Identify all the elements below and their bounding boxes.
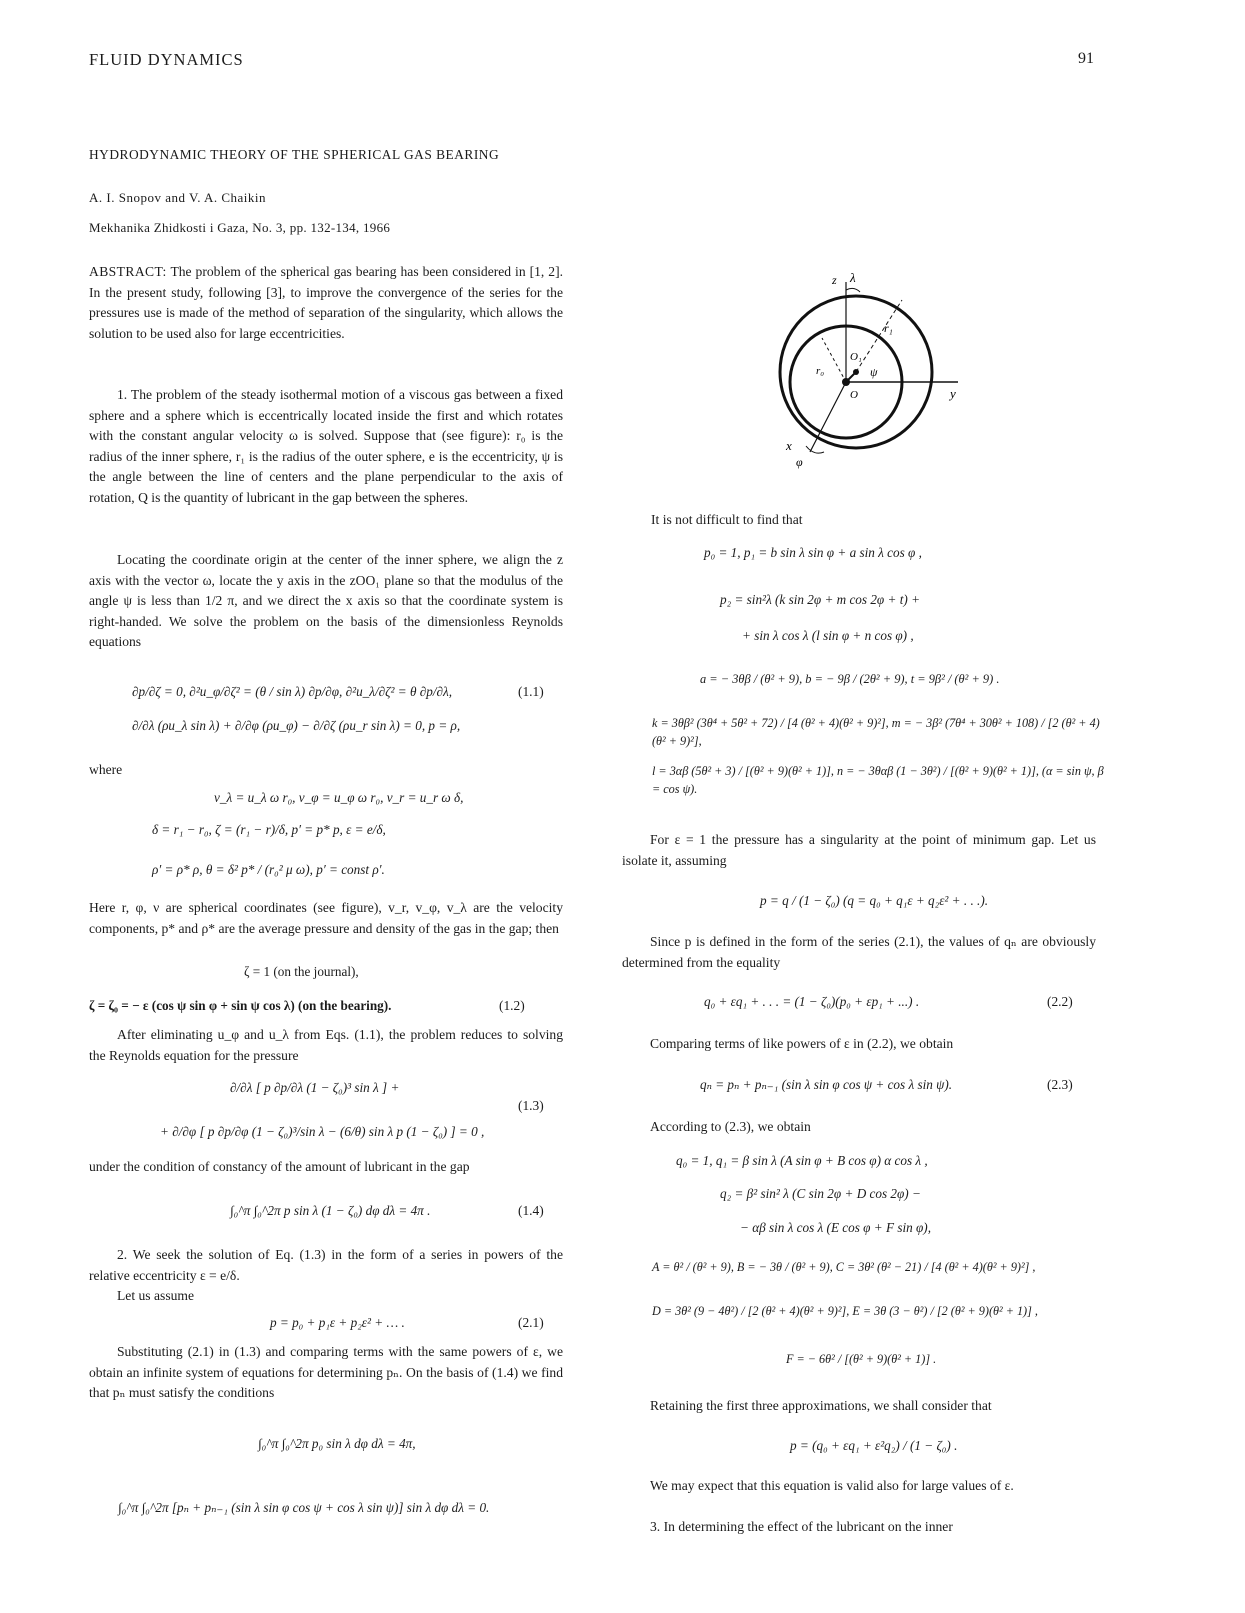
bearing-figure — [770, 260, 990, 470]
boundary-condition-number: (1.2) — [499, 998, 525, 1013]
right-paragraph-2: For ε = 1 the pressure has a singularity at the point of minimum gap. Let us isolate it, assuming — [622, 832, 1096, 868]
equation-singularity: p = q / (1 − ζ₀) (q = q₀ + q₁ε + q₂ε² + . . .). — [760, 893, 989, 908]
equation-q0-q1: q₀ = 1, q₁ = β sin λ (A sin φ + B cos φ) α cos λ , — [676, 1153, 928, 1168]
coefficients-d-e: D = 3θ² (9 − 4θ²) / [2 (θ² + 4)(θ² + 9)²], E = 3θ (3 − θ²) / [2 (θ² + 9)(θ² + 1)] , — [652, 1304, 1038, 1318]
lambda-arc — [846, 288, 860, 292]
center-o — [842, 378, 850, 386]
left-paragraph-8: Substituting (2.1) in (1.3) and comparing terms with the same powers of ε, we obtain an infinite system of equations for determining pₙ. On the basis of (1.4) we find that pₙ must satisfy the conditions — [89, 1344, 563, 1401]
right-paragraph-8: 3. In determining the effect of the lubricant on the inner — [650, 1519, 953, 1534]
abstract-label: ABSTRACT: — [89, 264, 167, 279]
equation-2-3-number: (2.3) — [1047, 1077, 1073, 1092]
right-paragraph-3: Since p is defined in the form of the series (2.1), the values of qₙ are obviously determined from the equality — [622, 934, 1096, 970]
authors: A. I. Snopov and V. A. Chaikin — [89, 190, 267, 205]
equation-p0-p1: p₀ = 1, p₁ = b sin λ sin φ + a sin λ cos φ , — [704, 545, 922, 560]
coefficient-f: F = − 6θ² / [(θ² + 9)(θ² + 1)] . — [786, 1352, 937, 1366]
right-paragraph-4: Comparing terms of like powers of ε in (2.2), we obtain — [650, 1036, 954, 1051]
equation-2-2: q₀ + εq₁ + . . . = (1 − ζ₀)(p₀ + εp₁ + ...) . — [704, 994, 920, 1009]
equation-1-3-number: (1.3) — [518, 1098, 544, 1113]
condition-1: ∫₀^π ∫₀^2π p₀ sin λ dφ dλ = 4π, — [258, 1436, 416, 1451]
center-o1 — [853, 369, 859, 375]
where-label: where — [89, 762, 123, 777]
label-lambda: λ — [850, 270, 856, 285]
equation-p2-b: + sin λ cos λ (l sin φ + n cos φ) , — [742, 628, 914, 643]
label-y: y — [950, 386, 956, 401]
right-paragraph-1: It is not difficult to find that — [651, 512, 803, 527]
equation-1-1-a: ∂p/∂ζ = 0, ∂²u_φ/∂ζ² = (θ / sin λ) ∂p/∂φ, ∂²u_λ/∂ζ² = θ ∂p/∂λ, — [132, 684, 453, 699]
left-paragraph-1: 1. The problem of the steady isothermal motion of a viscous gas between a fixed sphere and a sphere which is eccentrically located inside the first and which rotates with the constant angular velocity ω is solved. Suppose that (see figure): r₀ is the radius of the inner sphere, r₁ is the radius of the outer sphere, e is the eccentricity, ψ is the angle between the line of centers and the plane perpendicular to the axis of rotation, Q is the quantity of lubricant in the gap between the spheres. — [89, 387, 563, 505]
article-title: HYDRODYNAMIC THEORY OF THE SPHERICAL GAS BEARING — [89, 147, 500, 162]
label-phi: φ — [796, 455, 803, 469]
phi-arc — [806, 446, 824, 453]
left-paragraph-7: Let us assume — [117, 1288, 195, 1303]
label-o1: O₁ — [850, 351, 862, 363]
running-head: FLUID DYNAMICS — [89, 50, 244, 69]
equation-q2-b: − αβ sin λ cos λ (E cos φ + F sin φ), — [740, 1220, 931, 1235]
equation-1-3-b: + ∂/∂φ [ p ∂p/∂φ (1 − ζ₀)³/sin λ − (6/θ) sin λ p (1 − ζ₀) ] = 0 , — [160, 1124, 485, 1139]
abstract-text: The problem of the spherical gas bearing has been considered in [1, 2]. In the present study, following [3], to improve the convergence of the series for the pressures use is made of the method of separation of the singularity, which allows the solution to be used also for large eccentricities. — [89, 264, 564, 341]
page-number: 91 — [1078, 50, 1094, 67]
left-paragraph-2: Locating the coordinate origin at the center of the inner sphere, we align the z axis with the vector ω, locate the y axis in the zOO₁ plane so that the modulus of the angle ψ is less than 1/2 π, and we direct the x axis so that the coordinate system is right-handed. We solve the problem on the basis of the dimensionless Reynolds equations — [89, 552, 563, 650]
equation-p2-a: p₂ = sin²λ (k sin 2φ + m cos 2φ + t) + — [720, 592, 920, 607]
r0-line — [822, 338, 846, 382]
citation: Mekhanika Zhidkosti i Gaza, No. 3, pp. 132-134, 1966 — [89, 220, 391, 235]
abstract — [89, 262, 563, 344]
equation-2-1: p = p₀ + p₁ε + p₂ε² + … . — [270, 1315, 405, 1330]
right-paragraph-7: We may expect that this equation is valid also for large values of ε. — [650, 1478, 1014, 1493]
label-r0: r₀ — [816, 365, 825, 377]
equation-q2-a: q₂ = β² sin² λ (C sin 2φ + D cos 2φ) − — [720, 1186, 921, 1201]
r1-line — [856, 300, 902, 372]
definition-1: v_λ = u_λ ω r₀, v_φ = u_φ ω r₀, v_r = u_r ω δ, — [214, 790, 464, 805]
coefficients-a-b-t: a = − 3θβ / (θ² + 9), b = − 9β / (2θ² + 9), t = 9β² / (θ² + 9) . — [700, 672, 1000, 686]
equation-1-4-number: (1.4) — [518, 1203, 544, 1218]
equation-1-1-number: (1.1) — [518, 684, 544, 699]
condition-2: ∫₀^π ∫₀^2π [pₙ + pₙ₋₁ (sin λ sin φ cos ψ + cos λ sin ψ)] sin λ dφ dλ = 0. — [118, 1500, 490, 1515]
left-paragraph-6: 2. We seek the solution of Eq. (1.3) in the form of a series in powers of the relative eccentricity ε = e/δ. — [89, 1247, 563, 1283]
label-o: O — [850, 389, 858, 401]
left-paragraph-5: under the condition of constancy of the amount of lubricant in the gap — [89, 1159, 470, 1174]
equation-2-2-number: (2.2) — [1047, 994, 1073, 1009]
label-psi: ψ — [870, 365, 878, 379]
equation-1-1-b: ∂/∂λ (ρu_λ sin λ) + ∂/∂φ (ρu_φ) − ∂/∂ζ (ρu_r sin λ) = 0, p = ρ, — [132, 718, 461, 733]
label-x: x — [786, 438, 792, 453]
definition-3: ρ′ = ρ* ρ, θ = δ² p* / (r₀² μ ω), p′ = const ρ′. — [152, 862, 385, 877]
label-r1: r₁ — [884, 321, 893, 335]
equation-final-pressure: p = (q₀ + εq₁ + ε²q₂) / (1 − ζ₀) . — [790, 1438, 958, 1453]
coefficients-k-m: k = 3θβ² (3θ⁴ + 5θ² + 72) / [4 (θ² + 4)(θ² + 9)²], m = − 3β² (7θ⁴ + 30θ² + 108) / [2 (θ² + 4)(θ² + 9)²], — [652, 716, 1100, 748]
left-paragraph-4: After eliminating u_φ and u_λ from Eqs. (1.1), the problem reduces to solving the Reynolds equation for the pressure — [89, 1027, 563, 1063]
boundary-condition-1: ζ = 1 (on the journal), — [244, 964, 359, 979]
definition-2: δ = r₁ − r₀, ζ = (r₁ − r)/δ, p′ = p* p, ε = e/δ, — [152, 822, 386, 837]
label-z: z — [832, 273, 837, 287]
equation-1-3-a: ∂/∂λ [ p ∂p/∂λ (1 − ζ₀)³ sin λ ] + — [230, 1080, 400, 1095]
boundary-condition-2: ζ = ζ₀ = − ε (cos ψ sin φ + sin ψ cos λ) (on the bearing). — [89, 998, 392, 1013]
left-paragraph-3: Here r, φ, ν are spherical coordinates (see figure), v_r, v_φ, v_λ are the velocity components, p* and ρ* are the average pressure and density of the gas in the gap; then — [89, 900, 563, 936]
right-paragraph-5: According to (2.3), we obtain — [650, 1119, 811, 1134]
equation-1-4: ∫₀^π ∫₀^2π p sin λ (1 − ζ₀) dφ dλ = 4π . — [230, 1203, 431, 1218]
right-paragraph-6: Retaining the first three approximations, we shall consider that — [650, 1398, 992, 1413]
equation-2-3: qₙ = pₙ + pₙ₋₁ (sin λ sin φ cos ψ + cos λ sin ψ). — [700, 1077, 953, 1092]
equation-2-1-number: (2.1) — [518, 1315, 544, 1330]
bearing-diagram — [770, 260, 990, 470]
coefficients-l-n: l = 3αβ (5θ² + 3) / [(θ² + 9)(θ² + 1)], n = − 3θαβ (1 − 3θ²) / [(θ² + 9)(θ² + 1)], (α = sin ψ, β = cos ψ). — [652, 764, 1104, 796]
coefficients-a-b-c: A = θ² / (θ² + 9), B = − 3θ / (θ² + 9), C = 3θ² (θ² − 21) / [4 (θ² + 4)(θ² + 9)²] , — [652, 1260, 1036, 1274]
